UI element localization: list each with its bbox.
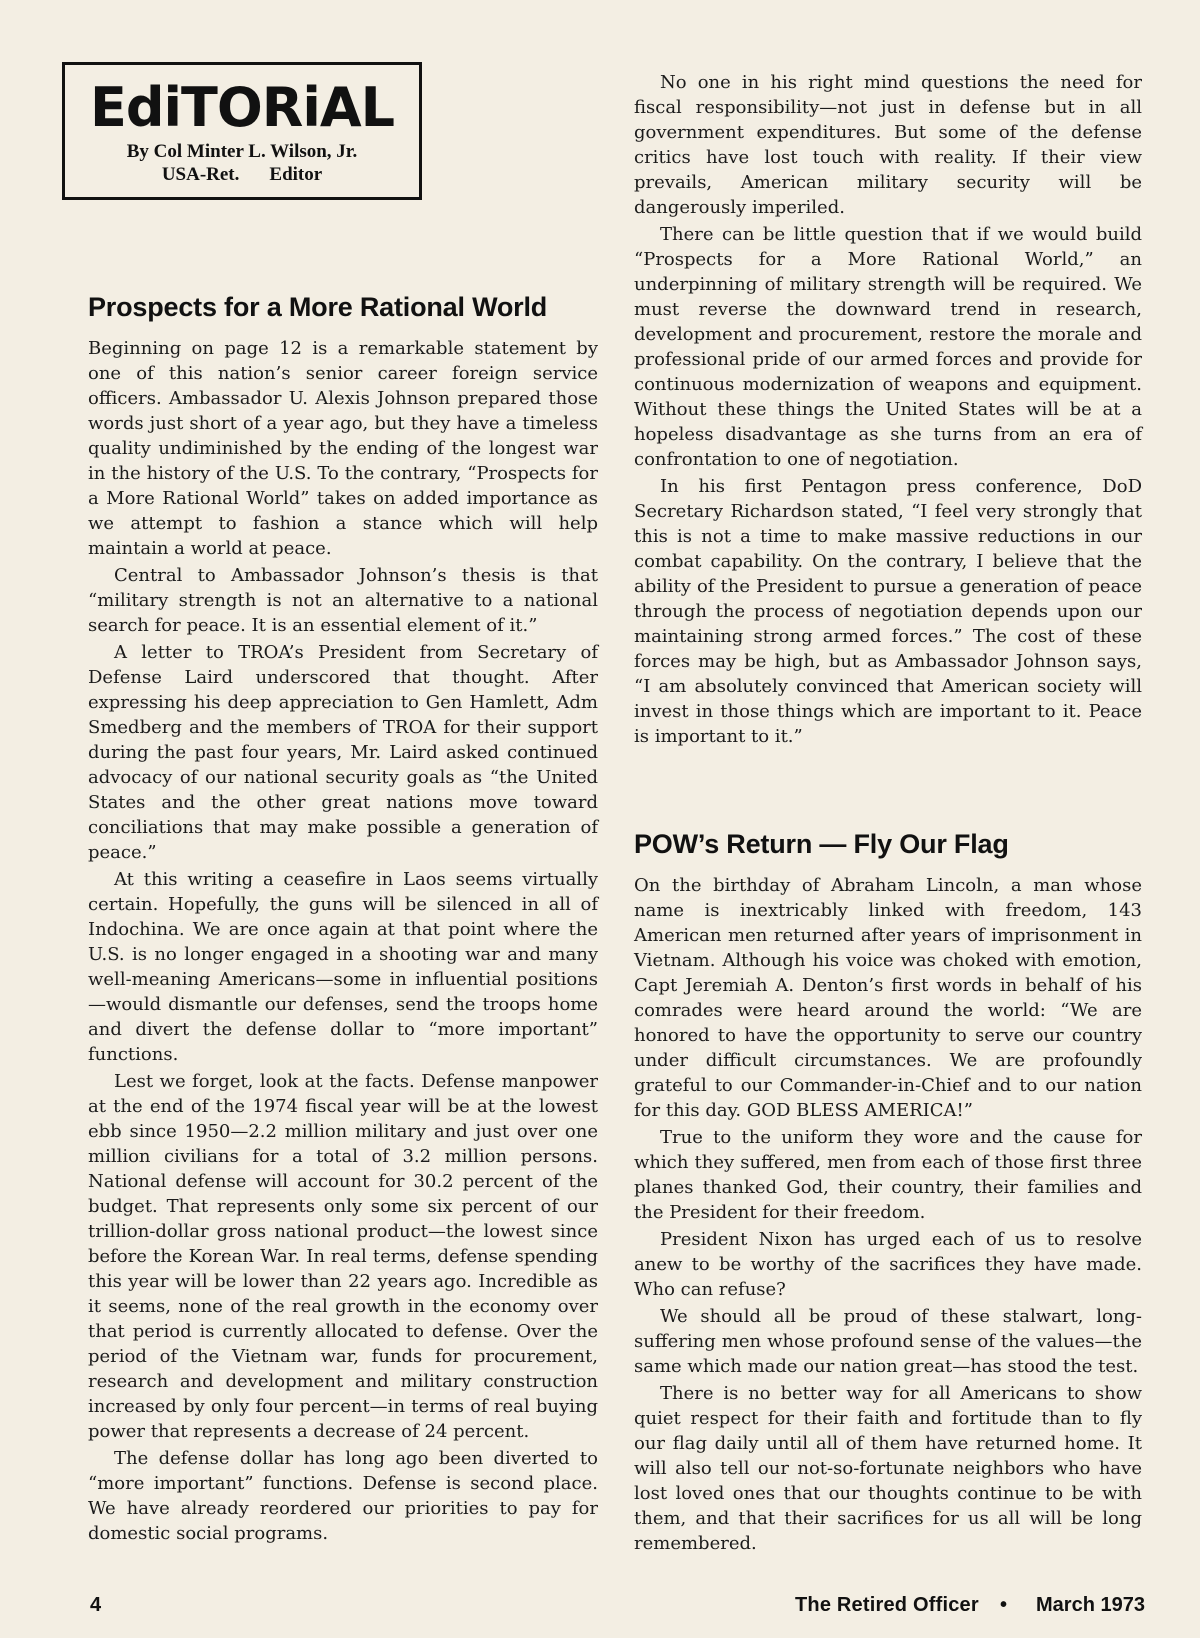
- article-paragraph: Central to Ambassador Johnson’s thesis is that “military strength is not an alternative to a national search for peace. It is an essential element of it.”: [88, 565, 598, 636]
- article-paragraph: No one in his right mind questions the need for fiscal responsibility—not just in defense but in all government expenditures. But some of the defense critics have lost touch with reality. If their view prevails, American military security will be dangerously imperiled.: [634, 72, 1142, 218]
- article-paragraph: We should all be proud of these stalwart, long-suffering men whose profound sense of the values—the same which made our nation great—has stood the test.: [634, 1306, 1142, 1377]
- issue-date: March 1973: [1036, 1594, 1145, 1616]
- article-paragraph: On the birthday of Abraham Lincoln, a man whose name is inextricably linked with freedom, 143 American men returned after years of imprisonment in Vietnam. Although his voice was choked with emotion, Capt Jeremiah A. Denton’s first words in behalf of his comrades were heard around the world: “We are honored to have the opportunity to serve our country under difficult circumstances. We are profoundly grateful to our Commander-in-Chief and to our nation for this day. GOD BLESS AMERICA!”: [634, 875, 1142, 1121]
- byline-rank: USA-Ret.: [161, 163, 240, 185]
- article-paragraph: In his first Pentagon press conference, DoD Secretary Richardson stated, “I feel very strongly that this is not a time to make massive reductions in our combat capability. On the contrary, I believe that the ability of the President to pursue a generation of peace through the process of negotiation depends upon our maintaining strong armed forces.” The cost of these forces may be high, but as Ambassador Johnson says, “I am absolutely convinced that American society will invest in those things which are important to it. Peace is important to it.”: [634, 476, 1142, 747]
- article-paragraph: The defense dollar has long ago been diverted to “more important” functions. Defense is second place. We have already reordered our priorities to pay for domestic social programs.: [88, 1448, 598, 1544]
- article-heading-pows-return: POW’s Return — Fly Our Flag: [634, 829, 1009, 859]
- right-column: [634, 70, 1142, 1558]
- page-number: 4: [90, 1594, 102, 1616]
- publication-name: The Retired Officer: [795, 1594, 979, 1616]
- article-paragraph: A letter to TROA’s President from Secretary of Defense Laird underscored that thought. After expressing his deep appreciation to Gen Hamlett, Adm Smedberg and the members of TROA for their support during the past four years, Mr. Laird asked continued advocacy of our national security goals as “the United States and the other great nations move toward conciliations that may make possible a generation of peace.”: [88, 642, 598, 863]
- pow-article: [634, 827, 1142, 1556]
- article-paragraph: Beginning on page 12 is a remarkable statement by one of this nation’s senior career foreign service officers. Ambassador U. Alexis Johnson prepared those words just short of a year ago, but they have a timeless quality undiminished by the ending of the longest war in the history of the U.S. To the contrary, “Prospects for a More Rational World” takes on added importance as we attempt to fashion a stance which will help maintain a world at peace.: [88, 338, 598, 559]
- byline-name: By Col Minter L. Wilson, Jr.: [126, 141, 358, 162]
- byline-rank-role: [65, 164, 419, 187]
- editorial-masthead-box: [62, 62, 422, 200]
- article-paragraph: President Nixon has urged each of us to resolve anew to be worthy of the sacrifices they have made. Who can refuse?: [634, 1229, 1142, 1300]
- article-paragraph: There is no better way for all Americans to show quiet respect for their faith and fortitude than to fly our flag daily until all of them have returned home. It will also tell our not-so-fortunate neighbors who have lost loved ones that our thoughts continue to be with them, and that their sacrifices for us all will be long remembered.: [634, 1383, 1142, 1554]
- article-paragraph: There can be little question that if we would build “Prospects for a More Rational World,” an underpinning of military strength will be required. We must reverse the downward trend in research, development and procurement, restore the morale and professional pride of our armed forces and provide for continuous modernization of weapons and equipment. Without these things the United States will be at a hopeless disadvantage as she turns from an era of confrontation to one of negotiation.: [634, 224, 1142, 470]
- article-paragraph: Lest we forget, look at the facts. Defense manpower at the end of the 1974 fiscal year will be at the lowest ebb since 1950—2.2 million military and just over one million civilians for a total of 3.2 million persons. National defense will account for 30.2 percent of the budget. That represents only some six percent of our trillion-dollar gross national product—the lowest since before the Korean War. In real terms, defense spending this year will be lower than 22 years ago. Incredible as it seems, none of the real growth in the economy over that period is currently allocated to defense. Over the period of the Vietnam war, funds for procurement, research and development and military construction increased by only four percent—in terms of real buying power that represents a decrease of 24 percent.: [88, 1071, 598, 1442]
- article-heading-prospects: Prospects for a More Rational World: [88, 292, 548, 322]
- article-paragraph: True to the uniform they wore and the cause for which they suffered, men from each of those first three planes thanked God, their country, their families and the President for their freedom.: [634, 1127, 1142, 1223]
- editorial-logo: EdiTORiAL: [89, 76, 395, 139]
- article-paragraph: At this writing a ceasefire in Laos seems virtually certain. Hopefully, the guns will be silenced in all of Indochina. We are once again at that point where the U.S. is no longer engaged in a shooting war and many well-meaning Americans—some in influential positions—would dismantle our defenses, send the troops home and divert the defense dollar to “more important” functions.: [88, 869, 598, 1065]
- byline-role: Editor: [269, 163, 323, 185]
- footer-separator: •: [1000, 1594, 1008, 1616]
- left-column: [88, 290, 598, 1548]
- editor-byline: [65, 141, 419, 187]
- page-footer: [0, 1594, 1200, 1624]
